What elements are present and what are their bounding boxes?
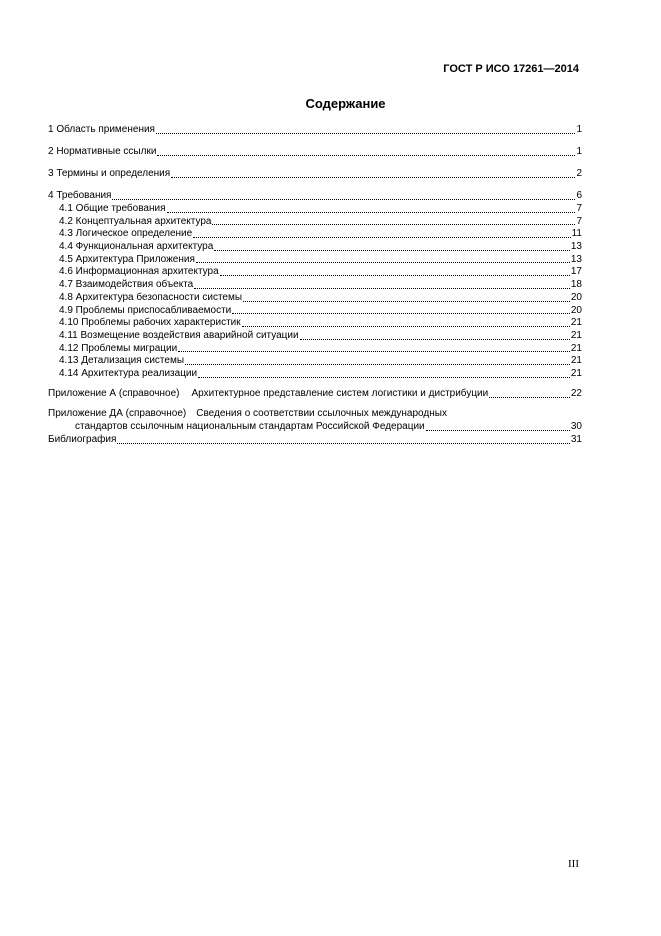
leader-dots bbox=[489, 397, 570, 398]
leader-dots bbox=[117, 443, 569, 444]
toc-subentry-4-10[interactable] bbox=[48, 317, 582, 330]
toc-entry-bibliography[interactable] bbox=[48, 434, 582, 447]
toc-subentry-4-3[interactable] bbox=[48, 228, 582, 241]
toc-entry-page: 30 bbox=[570, 420, 582, 432]
toc-entry-page: 11 bbox=[571, 228, 582, 240]
leader-dots bbox=[171, 177, 575, 178]
leader-dots bbox=[193, 237, 570, 238]
toc-subentry-4-5[interactable] bbox=[48, 254, 582, 267]
toc-entry-appendix-da[interactable] bbox=[48, 408, 582, 434]
toc-entry-page: 22 bbox=[570, 387, 582, 399]
toc-entry-page: 2 bbox=[576, 168, 582, 179]
toc-entry-page: 21 bbox=[570, 355, 582, 367]
toc-entry-label: 1 Область применения bbox=[48, 124, 155, 135]
toc-subentry-4-13[interactable] bbox=[48, 355, 582, 368]
toc-entry-1[interactable] bbox=[48, 124, 582, 137]
appendix-da-line-1 bbox=[48, 408, 582, 421]
leader-dots bbox=[185, 364, 570, 365]
leader-dots bbox=[300, 339, 570, 340]
toc-entry-label: 4.9 Проблемы приспосабливаемости bbox=[59, 304, 232, 316]
toc-entry-label: 4.6 Информационная архитектура bbox=[59, 266, 219, 278]
toc-entry-label: 4.11 Возмещение воздействия аварийной ситуации bbox=[59, 329, 299, 341]
toc-entry-label: 4.12 Проблемы миграции bbox=[59, 342, 178, 354]
toc-entry-page: 21 bbox=[570, 367, 582, 379]
toc-entry-label: 4 Требования bbox=[48, 190, 112, 201]
toc-entry-4[interactable] bbox=[48, 190, 582, 203]
toc-title: Содержание bbox=[305, 96, 386, 111]
appendix-title-line-2: стандартов ссылочным национальным стандартам Российской Федерации bbox=[75, 420, 425, 432]
toc-entry-page: 6 bbox=[576, 190, 582, 201]
leader-dots bbox=[112, 199, 575, 200]
leader-dots bbox=[243, 301, 570, 302]
leader-dots bbox=[242, 326, 570, 327]
toc-entry-page: 13 bbox=[570, 253, 582, 265]
leader-dots bbox=[426, 430, 570, 431]
toc-entry-page: 7 bbox=[576, 215, 582, 227]
page-number: III bbox=[568, 858, 579, 870]
appendix-code: Приложение А (справочное) bbox=[48, 387, 180, 399]
leader-dots bbox=[157, 155, 575, 156]
table-of-contents bbox=[48, 124, 582, 447]
toc-entry-page: 21 bbox=[570, 317, 582, 329]
toc-entry-label: 4.14 Архитектура реализации bbox=[59, 367, 198, 379]
toc-subentry-4-9[interactable] bbox=[48, 305, 582, 318]
toc-entry-page: 18 bbox=[570, 279, 582, 291]
leader-dots bbox=[178, 351, 570, 352]
document-code: ГОСТ Р ИСО 17261—2014 bbox=[443, 63, 579, 75]
toc-entry-label: 4.5 Архитектура Приложения bbox=[59, 253, 195, 265]
toc-entry-page: 13 bbox=[570, 241, 582, 253]
leader-dots bbox=[232, 313, 570, 314]
toc-entry-label: 2 Нормативные ссылки bbox=[48, 146, 157, 157]
toc-entry-page: 21 bbox=[570, 329, 582, 341]
leader-dots bbox=[198, 377, 570, 378]
leader-dots bbox=[212, 224, 575, 225]
toc-entry-label: 4.7 Взаимодействия объекта bbox=[59, 279, 194, 291]
toc-subentry-4-6[interactable] bbox=[48, 266, 582, 279]
toc-entry-page: 31 bbox=[570, 433, 582, 445]
toc-subentry-4-2[interactable] bbox=[48, 216, 582, 229]
toc-entry-page: 17 bbox=[570, 266, 582, 278]
toc-subentry-4-1[interactable] bbox=[48, 203, 582, 216]
toc-entry-page: 7 bbox=[576, 203, 582, 214]
toc-subentry-4-11[interactable] bbox=[48, 330, 582, 343]
appendix-da-line-2 bbox=[48, 421, 582, 434]
toc-entry-label: 4.4 Функциональная архитектура bbox=[59, 241, 214, 253]
toc-entry-label bbox=[48, 388, 488, 400]
leader-dots bbox=[167, 212, 576, 213]
leader-dots bbox=[220, 275, 570, 276]
toc-entry-label: 4.3 Логическое определение bbox=[59, 228, 193, 240]
leader-dots bbox=[156, 133, 575, 134]
toc-subentry-4-12[interactable] bbox=[48, 343, 582, 356]
toc-entry-2[interactable] bbox=[48, 146, 582, 159]
toc-subentry-4-8[interactable] bbox=[48, 292, 582, 305]
toc-entry-label: 4.1 Общие требования bbox=[59, 203, 166, 214]
toc-entry-page: 1 bbox=[576, 146, 582, 157]
toc-entry-3[interactable] bbox=[48, 168, 582, 181]
toc-entry-label: 4.8 Архитектура безопасности системы bbox=[59, 291, 243, 303]
toc-entry-appendix-a[interactable] bbox=[48, 388, 582, 401]
toc-entry-label: 4.13 Детализация системы bbox=[59, 355, 185, 367]
toc-entry-label: 4.10 Проблемы рабочих характеристик bbox=[59, 317, 241, 329]
leader-dots bbox=[214, 250, 570, 251]
toc-entry-page: 1 bbox=[576, 124, 582, 135]
toc-entry-label: Библиография bbox=[48, 433, 117, 445]
appendix-title: Архитектурное представление систем логистики и дистрибуции bbox=[191, 387, 489, 399]
toc-entry-label: 4.2 Концептуальная архитектура bbox=[59, 215, 212, 227]
appendix-code: Приложение ДА (справочное) bbox=[48, 407, 187, 419]
appendix-title-line-1: Сведения о соответствии ссылочных международных bbox=[196, 407, 447, 419]
toc-entry-page: 20 bbox=[570, 304, 582, 316]
toc-entry-page: 20 bbox=[570, 291, 582, 303]
toc-subentry-4-4[interactable] bbox=[48, 241, 582, 254]
toc-entry-label: 3 Термины и определения bbox=[48, 168, 171, 179]
toc-entry-page: 21 bbox=[570, 342, 582, 354]
toc-subentry-4-14[interactable] bbox=[48, 368, 582, 381]
leader-dots bbox=[194, 288, 570, 289]
leader-dots bbox=[196, 262, 570, 263]
toc-subentry-4-7[interactable] bbox=[48, 279, 582, 292]
